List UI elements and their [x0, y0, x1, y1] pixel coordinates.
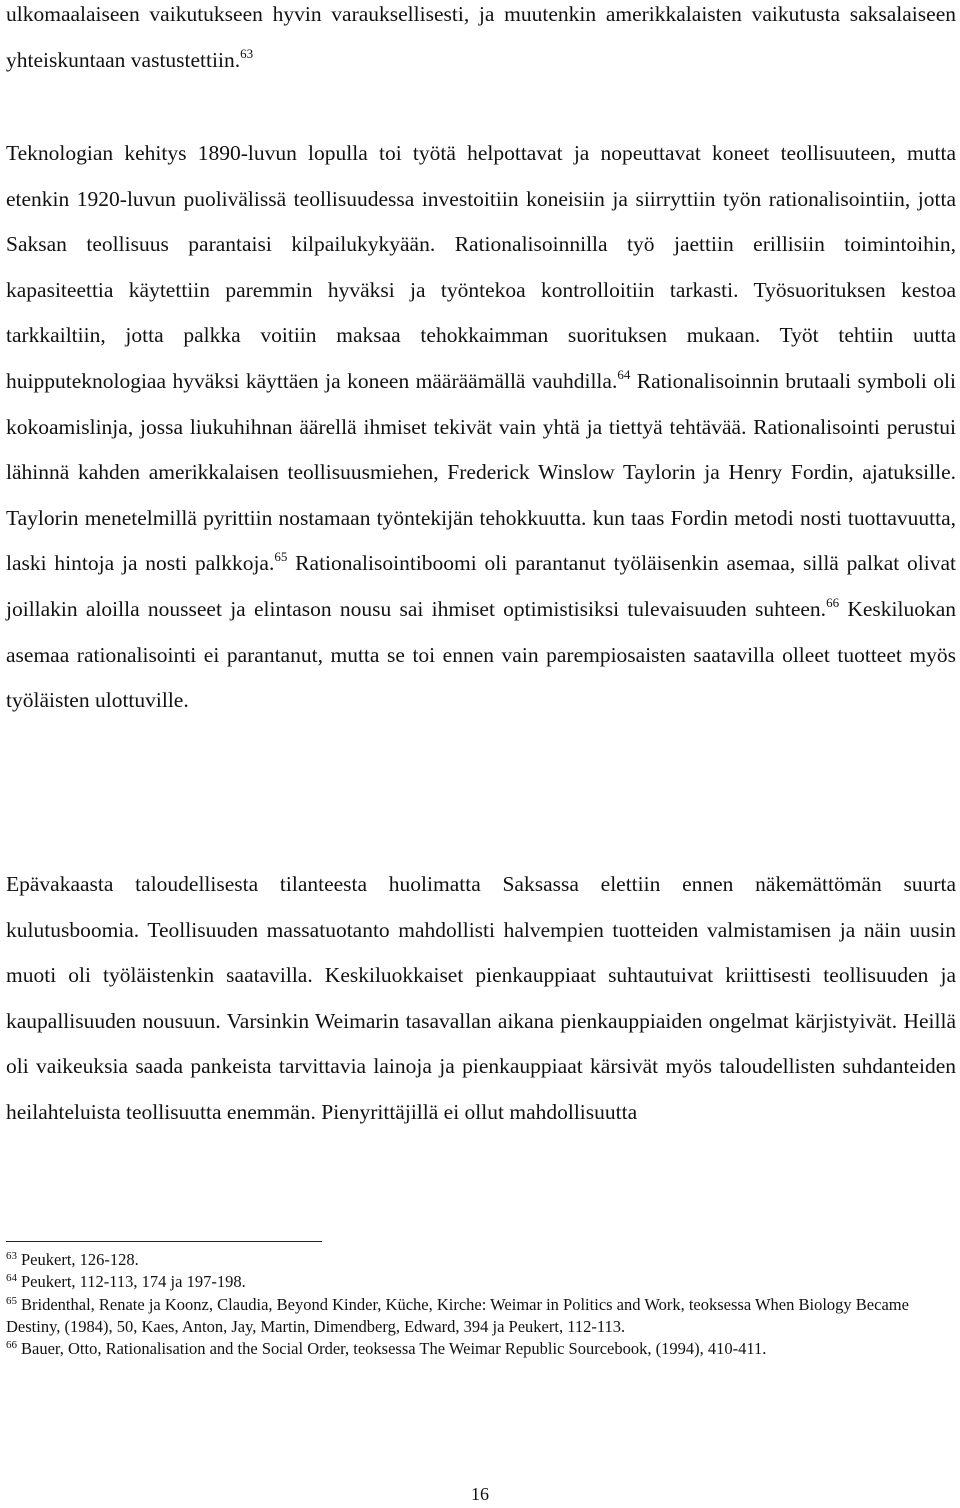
footnote-text: Bauer, Otto, Rationalisation and the Social Order, teoksessa The Weimar Republic Sourcebook, (1994), 410-411. — [21, 1339, 767, 1359]
footnote-number: 65 — [6, 1294, 17, 1307]
footnote-separator — [6, 1241, 322, 1242]
footnote — [6, 1338, 956, 1360]
footnote-text: Peukert, 112-113, 174 ja 197-198. — [21, 1272, 246, 1292]
paragraph-text: Keskiluokan asemaa rationalisointi ei parantanut, mutta se toi ennen vain parempiosaisten saatavilla olleet tuotteet myös työläisten ulottuville. — [6, 596, 956, 713]
footnote — [6, 1294, 956, 1339]
footnote — [6, 1271, 956, 1293]
footnote-reference: 63 — [240, 45, 254, 61]
footnote — [6, 1249, 956, 1271]
body-paragraph — [6, 131, 956, 724]
paragraph-text: ulkomaalaiseen vaikutukseen hyvin varauksellisesti, ja muutenkin amerikkalaisten vaikutusta saksalaiseen yhteiskuntaan vastustettiin. — [6, 2, 956, 72]
paragraph-text: Rationalisoinnin brutaali symboli oli kokoamislinja, jossa liukuhihnan äärellä ihmiset tekivät vain yhtä ja tiettyä tehtävää. Rationalisointi perustui lähinnä kahden amerikkalaisen teollisuusmiehen, Frederick Winslow Taylorin ja Henry Fordin, ajatuksille. Taylorin menetelmillä pyrittiin nostamaan työntekijän tehokkuutta. kun taas Fordin metodi nosti tuottavuutta, laski hintoja ja nosti palkkoja. — [6, 368, 956, 576]
footnote-reference: 65 — [274, 549, 288, 565]
footnote-reference: 66 — [826, 594, 840, 610]
body-paragraph — [6, 862, 956, 1136]
footnotes — [6, 1249, 956, 1360]
footnote-reference: 64 — [617, 366, 631, 382]
footnote-number: 64 — [6, 1272, 17, 1285]
footnote-text: Bridenthal, Renate ja Koonz, Claudia, Beyond Kinder, Küche, Kirche: Weimar in Politics and Work, teoksessa When Biology Became Destiny, (1984), 50, Kaes, Anton, Jay, Martin, Dimendberg, Edward, 394 ja Peukert, 112-113. — [6, 1294, 909, 1336]
page-number: 16 — [471, 1484, 489, 1504]
body-paragraph — [6, 0, 956, 83]
footnote-text: Peukert, 126-128. — [21, 1250, 139, 1269]
paragraph-text: Teknologian kehitys 1890-luvun lopulla toi työtä helpottavat ja nopeuttavat koneet teollisuuteen, mutta etenkin 1920-luvun puolivälissä teollisuudessa investoitiin koneisiin ja siirryttiin työn rationalisointiin, jotta Saksan teollisuus parantaisi kilpailukykyään. Rationalisoinnilla työ jaettiin erillisiin toimintoihin, kapasiteettia käytettiin paremmin hyväksi ja työntekoa kontrolloitiin tarkasti. Työsuorituksen kestoa tarkkailtiin, jotta palkka voitiin maksaa tehokkaimman suorituksen mukaan. Työt tehtiin uutta huipputeknologiaa hyväksi käyttäen ja koneen määräämällä vauhdilla. — [6, 141, 956, 393]
paragraph-text: Rationalisointiboomi oli parantanut työläisenkin asemaa, sillä palkat olivat joillakin aloilla nousseet ja elintason nousu sai ihmiset optimistisiksi tulevaisuuden suhteen. — [6, 551, 956, 621]
footnote-number: 63 — [6, 1250, 17, 1262]
paragraph-text: Epävakaasta taloudellisesta tilanteesta huolimatta Saksassa elettiin ennen näkemättömän suurta kulutusboomia. Teollisuuden massatuotanto mahdollisti halvempien tuotteiden valmistamisen ja näin uusin muoti oli työläistenkin saatavilla. Keskiluokkaiset pienkauppiaat suhtautuivat kriittisesti teollisuuden ja kaupallisuuden nousuun. Varsinkin Weimarin tasavallan aikana pienkauppiaiden ongelmat kärjistyivät. Heillä oli vaikeuksia saada pankeista tarvittavia lainoja ja pienkauppiaat kärsivät myös taloudellisten suhdanteiden heilahteluista teollisuutta enemmän. Pienyrittäjillä ei ollut mahdollisuutta — [6, 872, 956, 1124]
footnote-number: 66 — [6, 1339, 17, 1352]
